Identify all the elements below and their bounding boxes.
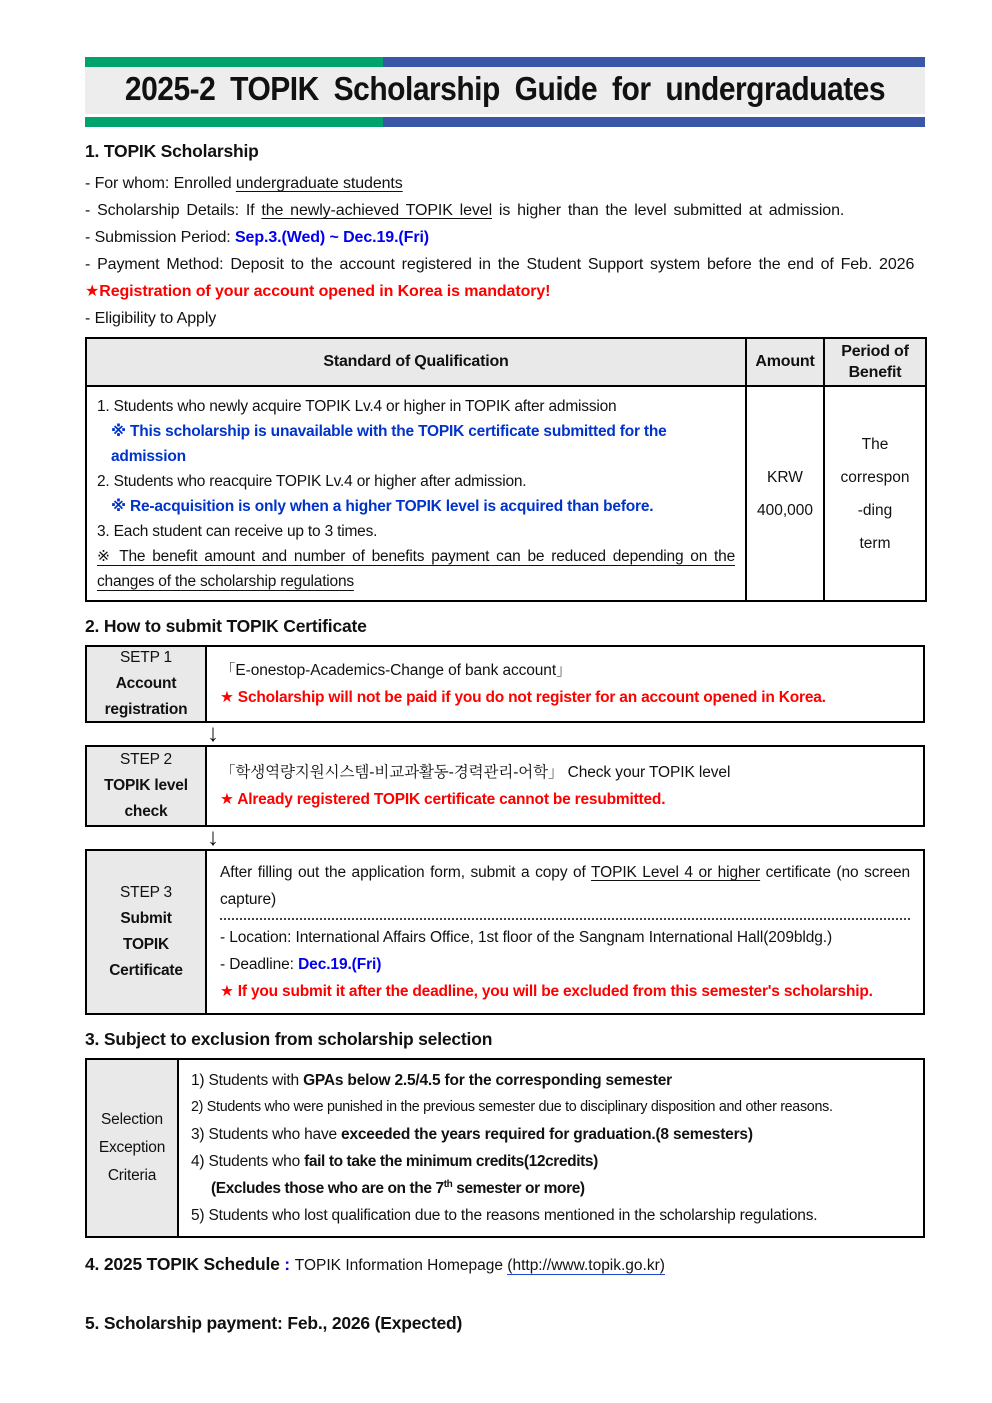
step3-deadline-label: - Deadline: — [220, 956, 299, 973]
step3-instruction-underline: TOPIK Level 4 or higher — [591, 864, 761, 881]
step1-title-line1: Account — [115, 675, 177, 692]
section4-text: TOPIK Information Homepage — [294, 1257, 508, 1274]
exclusion-label-line2: Exception — [98, 1139, 166, 1156]
period-line-1: The — [861, 435, 889, 453]
step1-box — [85, 645, 925, 723]
exclusion-label-line3: Criteria — [107, 1167, 157, 1184]
step3-label — [87, 851, 207, 1013]
exclusion-item-3 — [191, 1121, 911, 1148]
step3-box — [85, 849, 925, 1015]
exclusion-item-4-note — [191, 1175, 911, 1202]
for-whom-text: - For whom: Enrolled — [85, 175, 236, 192]
details-text-post: is higher than the level submitted at admission. — [492, 202, 845, 219]
section4-colon: : — [279, 1255, 295, 1274]
step3-instruction-post: certificate (no screen capture) — [220, 864, 911, 908]
step3-instruction — [220, 859, 910, 920]
details-underline: the newly-achieved TOPIK level — [261, 202, 493, 219]
exclusion-item-3-bold: exceeded the years required for graduation.(8 semesters) — [341, 1126, 753, 1143]
banner-top-bar — [85, 57, 925, 67]
qualification-table-header-row — [86, 338, 926, 386]
exclusion-item-4-bold: fail to take the minimum credits(12credits) — [304, 1153, 598, 1170]
col-period-of-benefit: Period of Benefit — [824, 338, 926, 386]
down-arrow-icon: ↓ — [207, 720, 219, 747]
exclusion-table — [85, 1058, 925, 1238]
period-cell — [824, 386, 926, 601]
step3-title-line2: TOPIK — [122, 936, 170, 953]
banner-bottom-bar — [85, 117, 925, 127]
step3-title-line1: Submit — [120, 910, 172, 927]
step1-label — [87, 647, 207, 721]
step2-number: STEP 2 — [120, 751, 172, 768]
exclusion-item-1 — [191, 1067, 911, 1094]
section-scholarship-payment — [85, 1313, 925, 1334]
qualification-table-body-row — [86, 386, 926, 601]
qual-reduction-note-underline: ※ The benefit amount and number of benefits payment can be reduced depending on the changes of the scholarship regulations — [97, 548, 735, 590]
account-mandatory-warning: ★Registration of your account opened in Korea is mandatory! — [85, 283, 551, 300]
exclusion-item-5: 5) Students who lost qualification due to the reasons mentioned in the scholarship regulations. — [191, 1207, 818, 1224]
section2-heading: 2. How to submit TOPIK Certificate — [85, 616, 367, 636]
step1-warning: ★ Scholarship will not be paid if you do not register for an account opened in Korea. — [220, 689, 826, 706]
exclusion-item-4-note-pre: (Excludes those who are on the 7 — [211, 1180, 444, 1197]
col-amount: Amount — [746, 338, 824, 386]
exclusion-item-2: 2) Students who were punished in the previous semester due to disciplinary disposition and other reasons. — [191, 1099, 833, 1115]
title-banner — [85, 57, 925, 127]
exclusion-label — [87, 1060, 179, 1236]
step3-title-line3: Certificate — [109, 962, 183, 979]
step2-warning: ★ Already registered TOPIK certificate cannot be resubmitted. — [220, 791, 666, 808]
exclusion-item-1-pre: 1) Students with — [191, 1072, 304, 1089]
qual-line-3: 3. Each student can receive up to 3 times. — [97, 523, 378, 540]
section-how-to-submit — [85, 616, 925, 1015]
exclusion-item-1-bold: GPAs below 2.5/4.5 for the corresponding semester — [303, 1072, 672, 1089]
step1-number: SETP 1 — [120, 649, 172, 666]
period-line-4: term — [859, 534, 891, 552]
exclusion-item-4 — [191, 1148, 911, 1175]
bullet-payment-method: - Payment Method: Deposit to the account registered in the Student Support system before the end of Feb. 2026 — [85, 256, 915, 273]
topik-homepage-link[interactable]: (http://www.topik.go.kr) — [507, 1257, 665, 1274]
amount-value: 400,000 — [756, 501, 814, 519]
step2-menu-path: 「학생역량지원시스템-비교과활동-경력관리-어학」 Check your TOPIK level — [220, 764, 731, 781]
step3-number: STEP 3 — [120, 884, 172, 901]
step3-deadline-date: Dec.19.(Fri) — [298, 956, 382, 973]
col-standard-of-qualification: Standard of Qualification — [86, 338, 746, 386]
step1-body — [207, 647, 923, 721]
section1-heading: 1. TOPIK Scholarship — [85, 141, 259, 161]
qual-note-1: ※ This scholarship is unavailable with the TOPIK certificate submitted for the admission — [111, 423, 667, 465]
qual-line-1: 1. Students who newly acquire TOPIK Lv.4 or higher in TOPIK after admission — [97, 398, 617, 415]
step3-body — [207, 851, 923, 1013]
qualification-cell — [86, 386, 746, 601]
title-band — [85, 67, 925, 114]
step2-label — [87, 747, 207, 825]
qual-line-2: 2. Students who reacquire TOPIK Lv.4 or higher after admission. — [97, 473, 527, 490]
period-line-2: correspon — [840, 468, 910, 486]
for-whom-underline: undergraduate students — [235, 175, 403, 192]
exclusion-item-4-note-post: semester or more) — [452, 1180, 585, 1197]
exclusion-label-line1: Selection — [101, 1111, 163, 1128]
section-topik-scholarship — [85, 141, 925, 332]
bullet-eligibility: - Eligibility to Apply — [85, 310, 217, 327]
section3-heading: 3. Subject to exclusion from scholarship selection — [85, 1029, 493, 1049]
amount-cell — [746, 386, 824, 601]
exclusion-item-4-note-sup: th — [443, 1178, 453, 1190]
step3-deadline — [220, 951, 910, 978]
bullet-details — [85, 197, 925, 224]
step3-location: - Location: International Affairs Office, 1st floor of the Sangnam International Hall(209bldg.) — [220, 929, 833, 946]
exclusion-item-4-pre: 4) Students who — [191, 1153, 305, 1170]
submission-dates: Sep.3.(Wed) ~ Dec.19.(Fri) — [234, 229, 430, 246]
qual-note-2: ※ Re-acquisition is only when a higher TOPIK level is acquired than before. — [111, 498, 654, 515]
step2-title-line1: TOPIK level — [104, 777, 188, 794]
qualification-table — [85, 337, 927, 602]
step2-body — [207, 747, 923, 825]
step1-menu-path: 「E-onestop-Academics-Change of bank account」 — [220, 662, 572, 679]
page-title: 2025-2 TOPIK Scholarship Guide for undergraduates — [124, 70, 886, 108]
qual-reduction-note — [97, 544, 735, 594]
section5-heading: 5. Scholarship payment: Feb., 2026 (Expected) — [85, 1313, 463, 1333]
bullet-for-whom — [85, 170, 925, 197]
section-exclusion — [85, 1029, 925, 1238]
submission-label: - Submission Period: — [85, 229, 235, 246]
down-arrow-icon: ↓ — [207, 824, 219, 851]
details-text: - Scholarship Details: If — [85, 202, 262, 219]
step3-instruction-pre: After filling out the application form, submit a copy of — [220, 864, 592, 881]
step3-warning: ★ If you submit it after the deadline, you will be excluded from this semester's scholarship. — [220, 983, 873, 1000]
step2-box — [85, 745, 925, 827]
step2-title-line2: check — [124, 803, 168, 820]
exclusion-items — [179, 1060, 923, 1236]
section4-heading: 4. 2025 TOPIK Schedule — [85, 1254, 280, 1274]
bullet-submission-period — [85, 224, 925, 251]
step1-title-line2: registration — [104, 701, 188, 718]
amount-currency: KRW — [767, 468, 803, 486]
period-line-3: -ding — [857, 501, 893, 519]
exclusion-item-3-pre: 3) Students who have — [191, 1126, 342, 1143]
section-topik-schedule — [85, 1254, 925, 1275]
